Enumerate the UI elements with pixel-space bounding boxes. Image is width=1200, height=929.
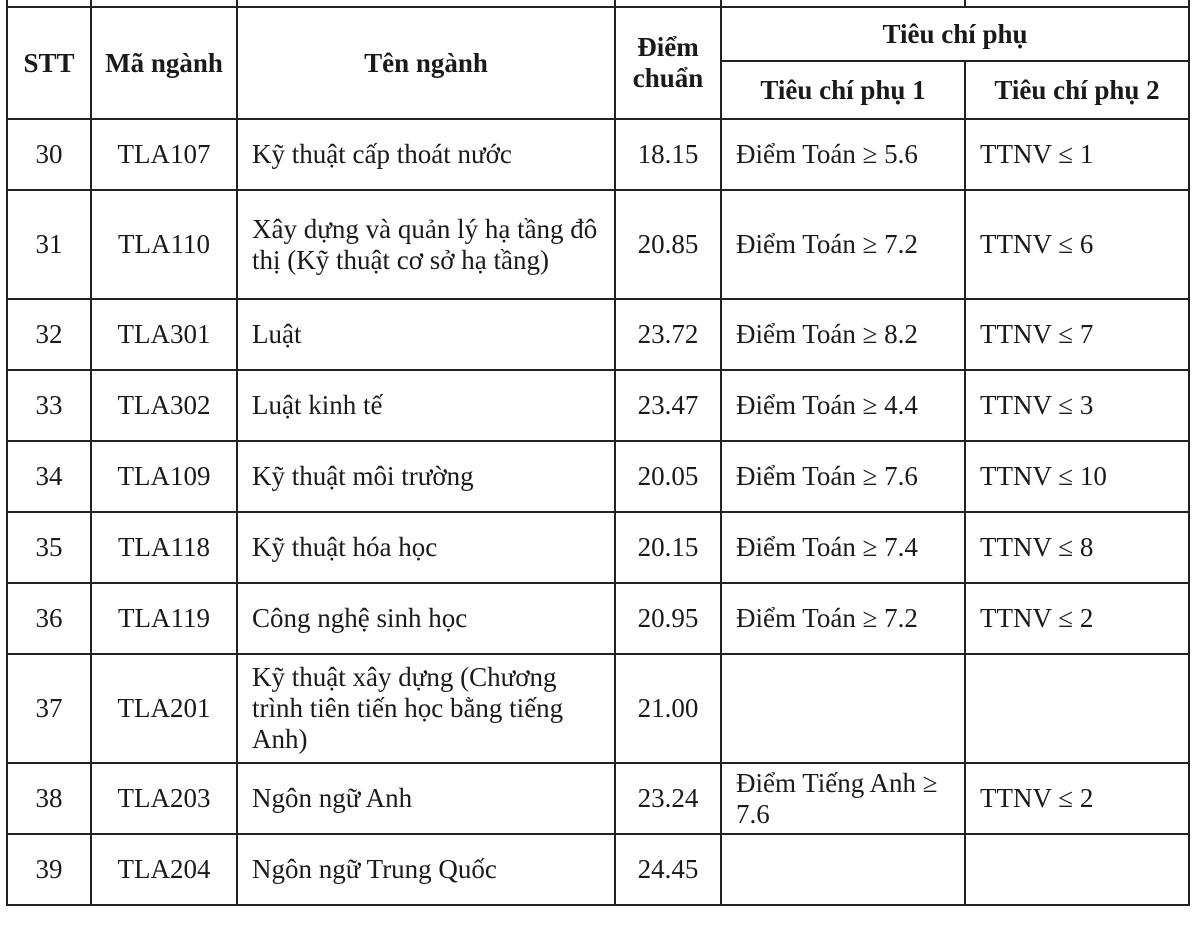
table-row (7, 654, 1189, 763)
table-row (7, 583, 1189, 654)
cell-sub1 (721, 654, 965, 763)
cell-stt: 39 (7, 834, 91, 905)
table-row (7, 370, 1189, 441)
cell-stt: 30 (7, 119, 91, 190)
cell-sub1: Điểm Toán ≥ 7.6 (721, 441, 965, 512)
cell-score: 20.15 (615, 512, 721, 583)
cell-code: TLA203 (91, 763, 237, 834)
cell-stt: 34 (7, 441, 91, 512)
header-name: Tên ngành (237, 7, 615, 119)
cell-score: 23.24 (615, 763, 721, 834)
cell-sub1: Điểm Toán ≥ 7.2 (721, 583, 965, 654)
cell-sub2 (965, 834, 1189, 905)
table-row (7, 190, 1189, 299)
cell-name: Ngôn ngữ Trung Quốc (237, 834, 615, 905)
header-stt: STT (7, 7, 91, 119)
cell-score: 21.00 (615, 654, 721, 763)
previous-row-strip (7, 0, 1189, 7)
cell-score: 24.45 (615, 834, 721, 905)
cell-score: 20.95 (615, 583, 721, 654)
cell-stt: 38 (7, 763, 91, 834)
cell-score: 18.15 (615, 119, 721, 190)
cell-sub2: TTNV ≤ 2 (965, 583, 1189, 654)
cell-sub1: Điểm Toán ≥ 8.2 (721, 299, 965, 370)
cell-stt: 31 (7, 190, 91, 299)
cell-name: Kỹ thuật cấp thoát nước (237, 119, 615, 190)
cell-code: TLA118 (91, 512, 237, 583)
cell-name: Xây dựng và quản lý hạ tầng đô thị (Kỹ thuật cơ sở hạ tầng) (237, 190, 615, 299)
cell-sub2: TTNV ≤ 8 (965, 512, 1189, 583)
table-row (7, 763, 1189, 834)
cell-stt: 33 (7, 370, 91, 441)
cell-stt: 32 (7, 299, 91, 370)
cell-code: TLA110 (91, 190, 237, 299)
cell-code: TLA302 (91, 370, 237, 441)
table-row (7, 299, 1189, 370)
header-row-top (7, 7, 1189, 61)
cell-name: Kỹ thuật hóa học (237, 512, 615, 583)
cell-name: Kỹ thuật xây dựng (Chương trình tiên tiến học bằng tiếng Anh) (237, 654, 615, 763)
cell-sub1: Điểm Tiếng Anh ≥ 7.6 (721, 763, 965, 834)
cell-code: TLA201 (91, 654, 237, 763)
cell-code: TLA109 (91, 441, 237, 512)
cell-name: Kỹ thuật môi trường (237, 441, 615, 512)
cell-sub1: Điểm Toán ≥ 7.2 (721, 190, 965, 299)
cell-sub2 (965, 654, 1189, 763)
cell-stt: 35 (7, 512, 91, 583)
cell-sub2: TTNV ≤ 3 (965, 370, 1189, 441)
cell-sub2: TTNV ≤ 10 (965, 441, 1189, 512)
table-row (7, 512, 1189, 583)
admission-scores-table (6, 0, 1190, 906)
header-sub1: Tiêu chí phụ 1 (721, 61, 965, 119)
cell-name: Công nghệ sinh học (237, 583, 615, 654)
header-sub2: Tiêu chí phụ 2 (965, 61, 1189, 119)
cell-code: TLA301 (91, 299, 237, 370)
cell-sub2: TTNV ≤ 6 (965, 190, 1189, 299)
cell-code: TLA119 (91, 583, 237, 654)
cell-code: TLA107 (91, 119, 237, 190)
cell-sub1: Điểm Toán ≥ 4.4 (721, 370, 965, 441)
header-code: Mã ngành (91, 7, 237, 119)
table-row (7, 834, 1189, 905)
table-row (7, 441, 1189, 512)
table-row (7, 119, 1189, 190)
header-sub-criteria: Tiêu chí phụ (721, 7, 1189, 61)
cell-code: TLA204 (91, 834, 237, 905)
cell-sub1: Điểm Toán ≥ 5.6 (721, 119, 965, 190)
cell-score: 20.85 (615, 190, 721, 299)
cell-sub1: Điểm Toán ≥ 7.4 (721, 512, 965, 583)
cell-sub2: TTNV ≤ 1 (965, 119, 1189, 190)
cell-sub2: TTNV ≤ 2 (965, 763, 1189, 834)
header-score: Điểm chuẩn (615, 7, 721, 119)
cell-score: 20.05 (615, 441, 721, 512)
cell-name: Luật (237, 299, 615, 370)
cell-sub1 (721, 834, 965, 905)
cell-name: Ngôn ngữ Anh (237, 763, 615, 834)
cell-sub2: TTNV ≤ 7 (965, 299, 1189, 370)
cell-score: 23.72 (615, 299, 721, 370)
cell-name: Luật kinh tế (237, 370, 615, 441)
cell-stt: 37 (7, 654, 91, 763)
admission-scores-table-container (6, 0, 1188, 906)
cell-stt: 36 (7, 583, 91, 654)
cell-score: 23.47 (615, 370, 721, 441)
